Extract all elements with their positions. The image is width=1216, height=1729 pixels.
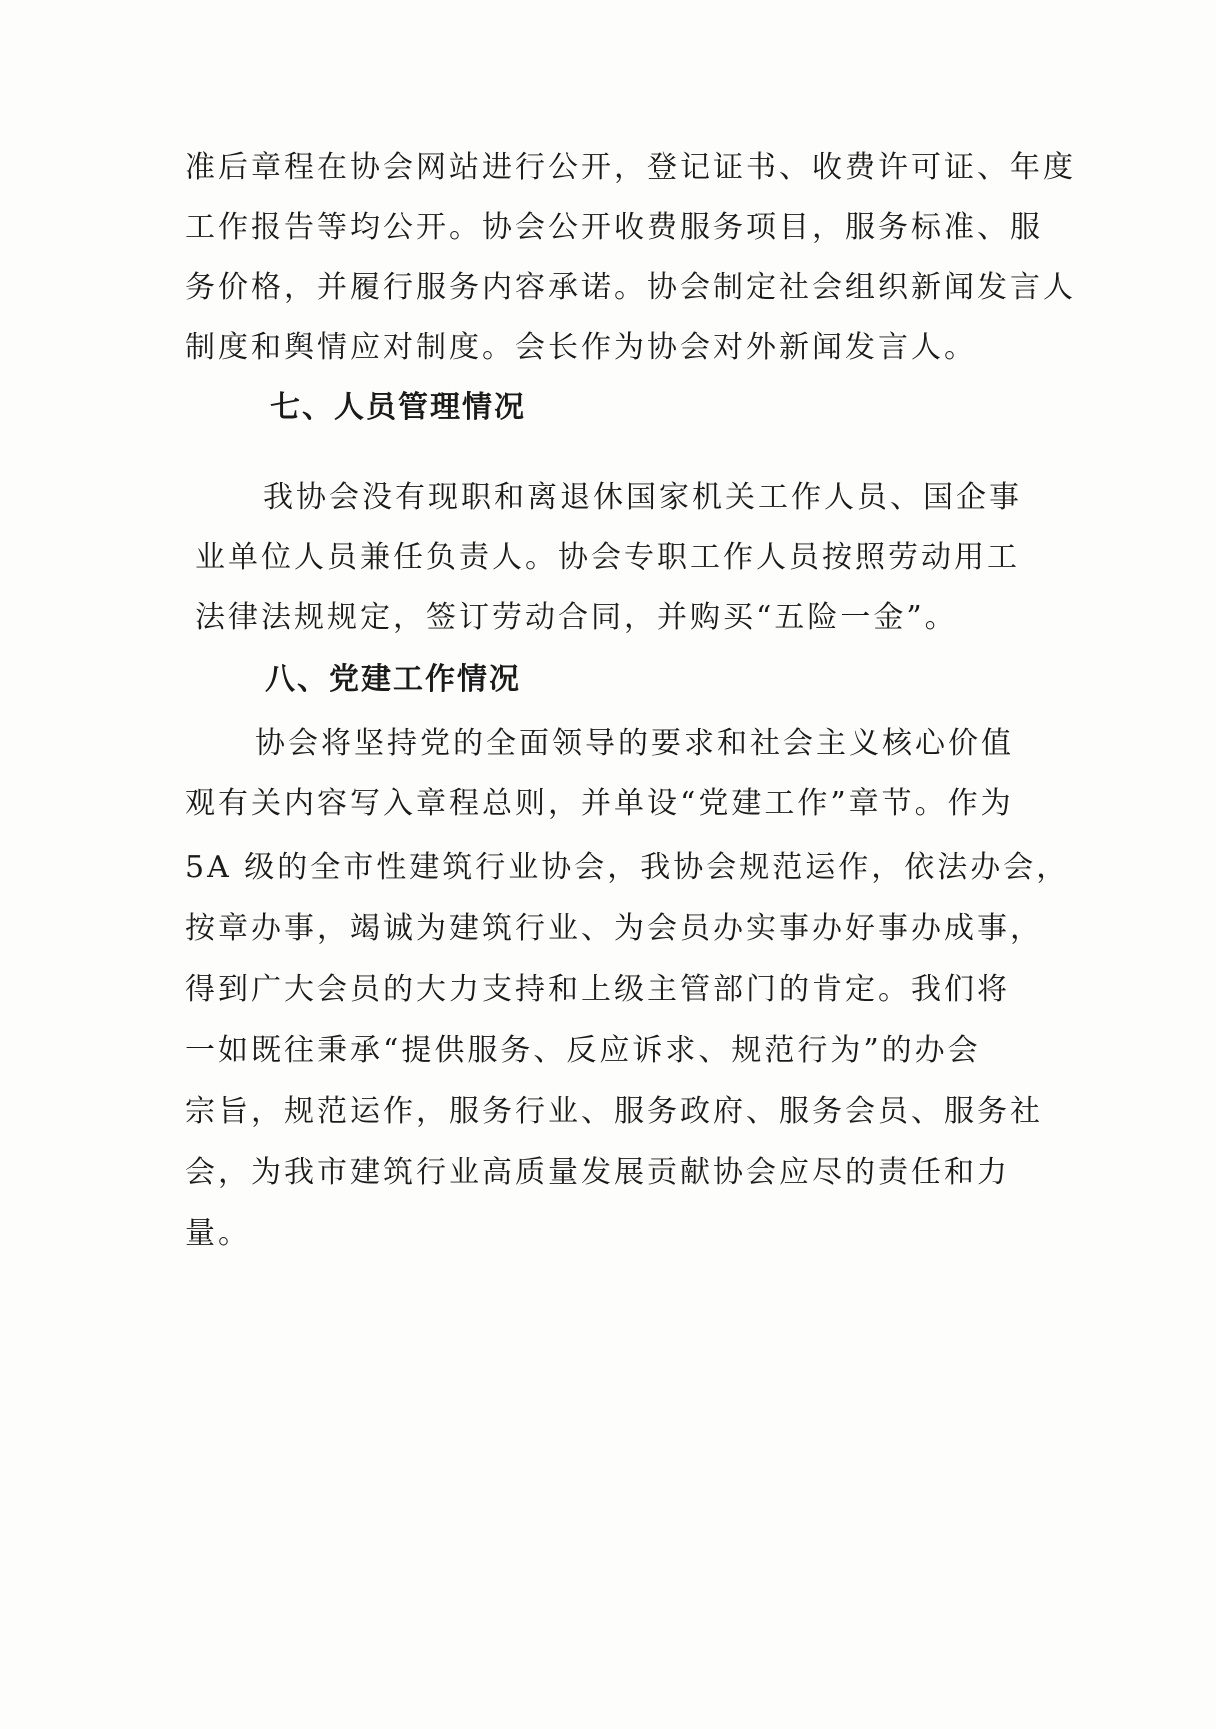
- paragraph-line: 5A 级的全市性建筑行业协会，我协会规范运作，依法办会，: [185, 850, 1070, 885]
- section-heading: 八、党建工作情况: [265, 662, 521, 697]
- paragraph-line: 宗旨，规范运作，服务行业、服务政府、服务会员、服务社: [185, 1094, 1043, 1129]
- paragraph-line: 得到广大会员的大力支持和上级主管部门的肯定。我们将: [185, 972, 1010, 1007]
- section-heading: 七、人员管理情况: [270, 390, 526, 425]
- paragraph-line: 制度和舆情应对制度。会长作为协会对外新闻发言人。: [185, 330, 977, 365]
- paragraph-line: 观有关内容写入章程总则，并单设“党建工作”章节。作为: [185, 786, 1014, 821]
- paragraph-line: 工作报告等均公开。协会公开收费服务项目，服务标准、服: [185, 210, 1043, 245]
- paragraph-line: 业单位人员兼任负责人。协会专职工作人员按照劳动用工: [195, 540, 1020, 575]
- paragraph-line: 会，为我市建筑行业高质量发展贡献协会应尽的责任和力: [185, 1155, 1010, 1190]
- paragraph-line: 协会将坚持党的全面领导的要求和社会主义核心价值: [255, 726, 1014, 761]
- paragraph-line: 按章办事，竭诚为建筑行业、为会员办实事办好事办成事，: [185, 911, 1043, 946]
- paragraph-line: 我协会没有现职和离退休国家机关工作人员、国企事: [263, 480, 1022, 515]
- paragraph-line: 量。: [185, 1216, 251, 1251]
- paragraph-line: 一如既往秉承“提供服务、反应诉求、规范行为”的办会: [185, 1033, 981, 1068]
- paragraph-line: 准后章程在协会网站进行公开，登记证书、收费许可证、年度: [185, 150, 1076, 185]
- paragraph-line: 务价格，并履行服务内容承诺。协会制定社会组织新闻发言人: [185, 270, 1076, 305]
- paragraph-line: 法律法规规定，签订劳动合同，并购买“五险一金”。: [195, 600, 958, 635]
